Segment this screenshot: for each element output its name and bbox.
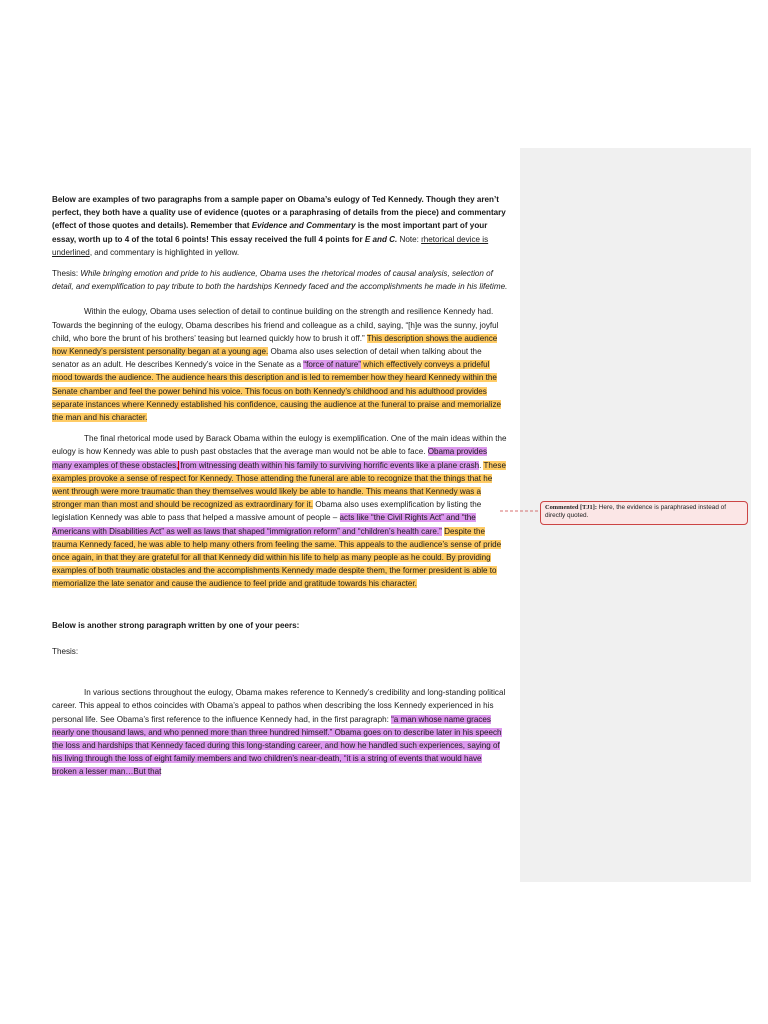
thesis-label: Thesis: — [52, 269, 81, 279]
para1-commentary-2: which effectively conveys a prideful mood towards the audience. The audience hears this description and is led to remember how they heard Kennedy within the Senate chamber and feel the power behind his voice. This focus on both Kennedy’s childhood and his adulthood provides separate instances where Kennedy established his confidence, causing the audience at the funeral to praise and memorialize the man and his character. — [52, 360, 502, 423]
thesis-statement — [52, 267, 508, 293]
body-paragraph-2 — [52, 432, 508, 590]
para2-evidence-commented[interactable]: from witnessing death within his family to surviving horrific events like a plane crash — [180, 460, 480, 470]
body-paragraph-3 — [52, 686, 508, 778]
peer-heading: Below is another strong paragraph written by one of your peers: — [52, 620, 300, 630]
intro-text-1: Below are examples of two paragraphs from a sample paper on Obama’s eulogy of Ted Kennedy. Though they aren’t perfect, they both have a quality use of evidence (quotes or a paraphrasing of details from the piece) and commentary (effect of those quotes and details). Remember that — [52, 195, 506, 231]
para1-text-1: Within the eulogy, Obama uses selection of detail to continue building on the strength and resilience Kennedy had. Towards the beginning of the eulogy, Obama describes his friend and colleague as a child, saying, “[h]e was the sunny, joyful child, who bore the brunt of his brothers’ teasing but learned quickly how to brush it off.” — [52, 307, 499, 343]
comment-balloon[interactable] — [540, 501, 748, 525]
intro-note-label: Note: — [397, 234, 422, 244]
comment-text: Here, the evidence is paraphrased instead of directly quoted. — [545, 504, 726, 520]
peer-thesis-label: Thesis: — [52, 646, 79, 656]
intro-text-2: is the most important part of your essay, worth up to 4 of the total 6 points! This essay received the full 4 points for — [52, 221, 488, 244]
intro-note-rest: , and commentary is highlighted in yellow. — [89, 247, 240, 257]
intro-emphasis-1: Evidence and Commentary — [251, 221, 356, 231]
intro-paragraph — [52, 193, 508, 259]
para1-commentary-1: This description shows the audience how Kennedy’s persistent personality began at a young age. — [52, 333, 498, 357]
body-paragraph-1 — [52, 305, 508, 424]
para1-text-2: Obama also uses selection of detail when talking about the senator as an adult. He describes Kennedy’s voice in the Senate as a — [52, 347, 482, 370]
intro-emphasis-2: E and C. — [364, 234, 398, 244]
para2-commentary-1: These examples provoke a sense of respect for Kennedy. Those attending the funeral are able to recognize that the things that he went through were more traumatic than they themselves would likely be able to handle. This means that Kennedy was a stronger man than most and should be recognized as extraordinary for it. — [52, 460, 506, 510]
para2-evidence-2: acts like “the Civil Rights Act” and “the Americans with Disabilities Act” as well as laws that shaped “immigration reform” and “children’s health care.” — [52, 513, 476, 536]
comment-author: Commented [TJ1]: — [545, 504, 598, 511]
para2-text-3: Obama also uses exemplification by listing the legislation Kennedy was able to pass that helped a massive amount of people – — [52, 500, 482, 523]
para3-text-1: In various sections throughout the eulogy, Obama makes reference to Kennedy’s credibility and long-standing political career. This appeal to ethos coincides with Obama’s appeal to pathos when describing the loss Kennedy experienced in his personal life. See Obama’s first reference to the influence Kennedy had, in the first paragraph: — [52, 688, 506, 724]
para2-text-1: The final rhetorical mode used by Barack Obama within the eulogy is exemplification. One of the main ideas within the eulogy is how Kennedy was able to push past obstacles that the average man would not be able to face. — [52, 434, 507, 457]
thesis-text: While bringing emotion and pride to his audience, Obama uses the rhetorical modes of causal analysis, selection of detail, and exemplification to pay tribute to both the hardships Kennedy faced and the accomplishments he made in his lifetime. — [52, 269, 508, 292]
para2-text-2: . — [479, 460, 484, 470]
para1-evidence-1: “force of nature” — [303, 360, 361, 370]
para3-evidence-1: “a man whose name graces nearly one thousand laws, and who penned more than three hundred himself.” — [52, 714, 491, 737]
intro-underlined-text: rhetorical device is underlined — [52, 234, 489, 257]
para3-evidence-2: Obama goes on to describe later in his speech the loss and hardships that Kennedy faced during this long-standing career, and how he handled such experiences, saying of his living through the loss of eight family members and two children’s near-death, “it is a string of events that would have broken a lesser man…But that — [52, 727, 502, 777]
document-body[interactable] — [52, 193, 508, 779]
para2-commentary-2: Despite the trauma Kennedy faced, he was able to help many others from feeling the same. This appeals to the audience’s sense of pride once again, in that they are grateful for all that Kennedy did within his life to help as many people as he could. By providing examples of both traumatic obstacles and the accomplishments Kennedy made despite them, the former president is able to memorialize the late senator and cause the audience to feel pride and gratitude towards his character. — [52, 526, 502, 589]
para2-evidence-1: Obama provides many examples of these obstacles, — [52, 447, 488, 470]
